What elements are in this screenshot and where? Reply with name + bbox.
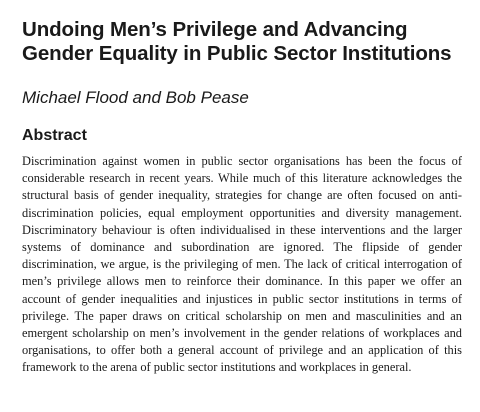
paper-page	[22, 18, 462, 377]
abstract-text: Discrimination against women in public sector organisations has been the focus of considerable research in recent years. While much of this literature acknowledges the structural basis of gender inequality, strategies for change are often focused on anti-discrimination policies, equal employment opportunities and diversity management. Discriminatory behaviour is often individualised in these interventions and the larger systems of dominance and subordination are ignored. The flipside of gender discrimination, we argue, is the privileging of men. The lack of critical interrogation of men’s privilege allows men to reinforce their dominance. In this paper we offer an account of gender inequalities and injustices in public sector institutions in terms of privilege. The paper draws on critical scholarship on men and masculinities and an emergent scholarship on men’s involvement in the gender relations of workplaces and organisations, to offer both a general account of privilege and an application of this framework to the arena of public sector institutions and workplaces in general.	[22, 154, 462, 375]
abstract-heading: Abstract	[22, 127, 87, 144]
paper-authors: Michael Flood and Bob Pease	[22, 88, 249, 107]
paper-title: Undoing Men’s Privilege and Advancing Gender Equality in Public Sector Institutions	[22, 18, 452, 65]
